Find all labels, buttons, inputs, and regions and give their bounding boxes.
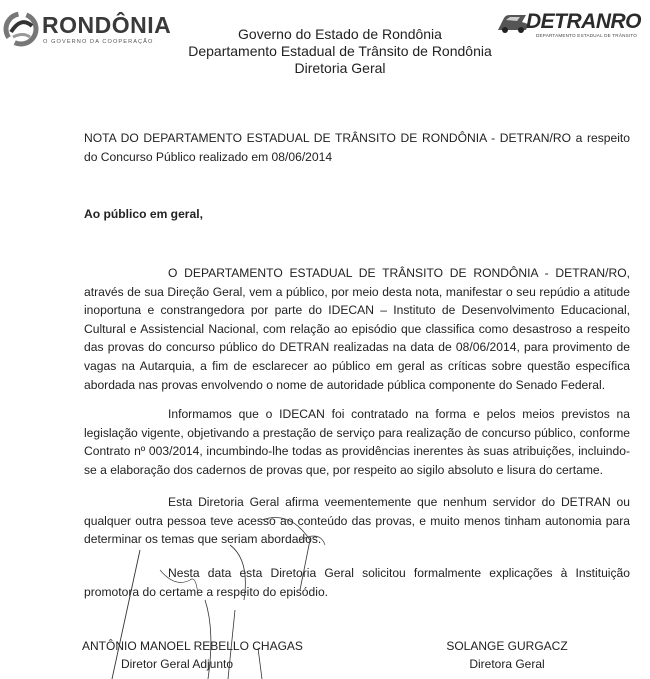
header-line-government: Governo do Estado de Rondônia [238, 26, 442, 42]
header-line-department: Departamento Estadual de Trânsito de Rondônia [188, 43, 492, 59]
document-title: NOTA DO DEPARTAMENTO ESTADUAL DE TRÂNSITO DE RONDÔNIA - DETRAN/RO a respeito do Concurso Público realizado em 08/06/2014 [84, 131, 630, 164]
header-line-directorate: Diretoria Geral [294, 60, 386, 76]
paragraph-2: Informamos que o IDECAN foi contratado na forma e pelos meios previstos na legislação vigente, objetivando a prestação de serviço para realização de concurso público, conforme Contrato nº 003/2014, incumbindo-lhe todas as providências inerentes às suas atribuições, incluindo-se a elaboração dos cadernos de provas que, por respeito ao sigilo absoluto e lisura do certame. [84, 407, 630, 477]
rondonia-tagline: O GOVERNO DA COOPERAÇÃO [43, 39, 154, 45]
paragraph-4: Nesta data esta Diretoria Geral solicitou formalmente explicações à Instituição promotora do certame a respeito do episódio. [84, 566, 630, 599]
signature-name-right: SOLANGE GURGACZ [446, 639, 568, 653]
detran-tagline: DEPARTAMENTO ESTADUAL DE TRÂNSITO [536, 33, 638, 38]
paragraph-3: Esta Diretoria Geral afirma veementemente que nenhum servidor do DETRAN ou qualquer outra pessoa teve acesso ao conteúdo das provas, e muito menos tinham autonomia para determinar os temas que seriam abordados. [84, 495, 630, 547]
paragraph-1: O DEPARTAMENTO ESTADUAL DE TRÂNSITO DE RONDÔNIA - DETRAN/RO, através de sua Direção Geral, vem a público, por meio desta nota, manifestar o seu repúdio a atitude inoportuna e constrangedora por parte do IDECAN – Instituto de Desenvolvimento Educacional, Cultural e Assistencial Nacional, com relação ao episódio que classifica como desastroso a respeito das provas do concurso público do DETRAN realizadas na data de 08/06/2014, para provimento de vagas na Autarquia, a fim de esclarecer ao público em geral as críticas sobre questão específica abordada nas provas envolvendo o nome de autoridade pública componente do Senado Federal. [84, 266, 630, 392]
salutation: Ao público em geral, [84, 207, 203, 221]
signature-role-left: Diretor Geral Adjunto [120, 657, 234, 671]
signature-name-left: ANTÔNIO MANOEL REBELLO CHAGAS [82, 639, 303, 653]
rondonia-wordmark: RONDÔNIA [42, 12, 172, 38]
detran-wordmark: DETRANRO [526, 10, 641, 33]
signature-role-right: Diretora Geral [469, 657, 545, 671]
